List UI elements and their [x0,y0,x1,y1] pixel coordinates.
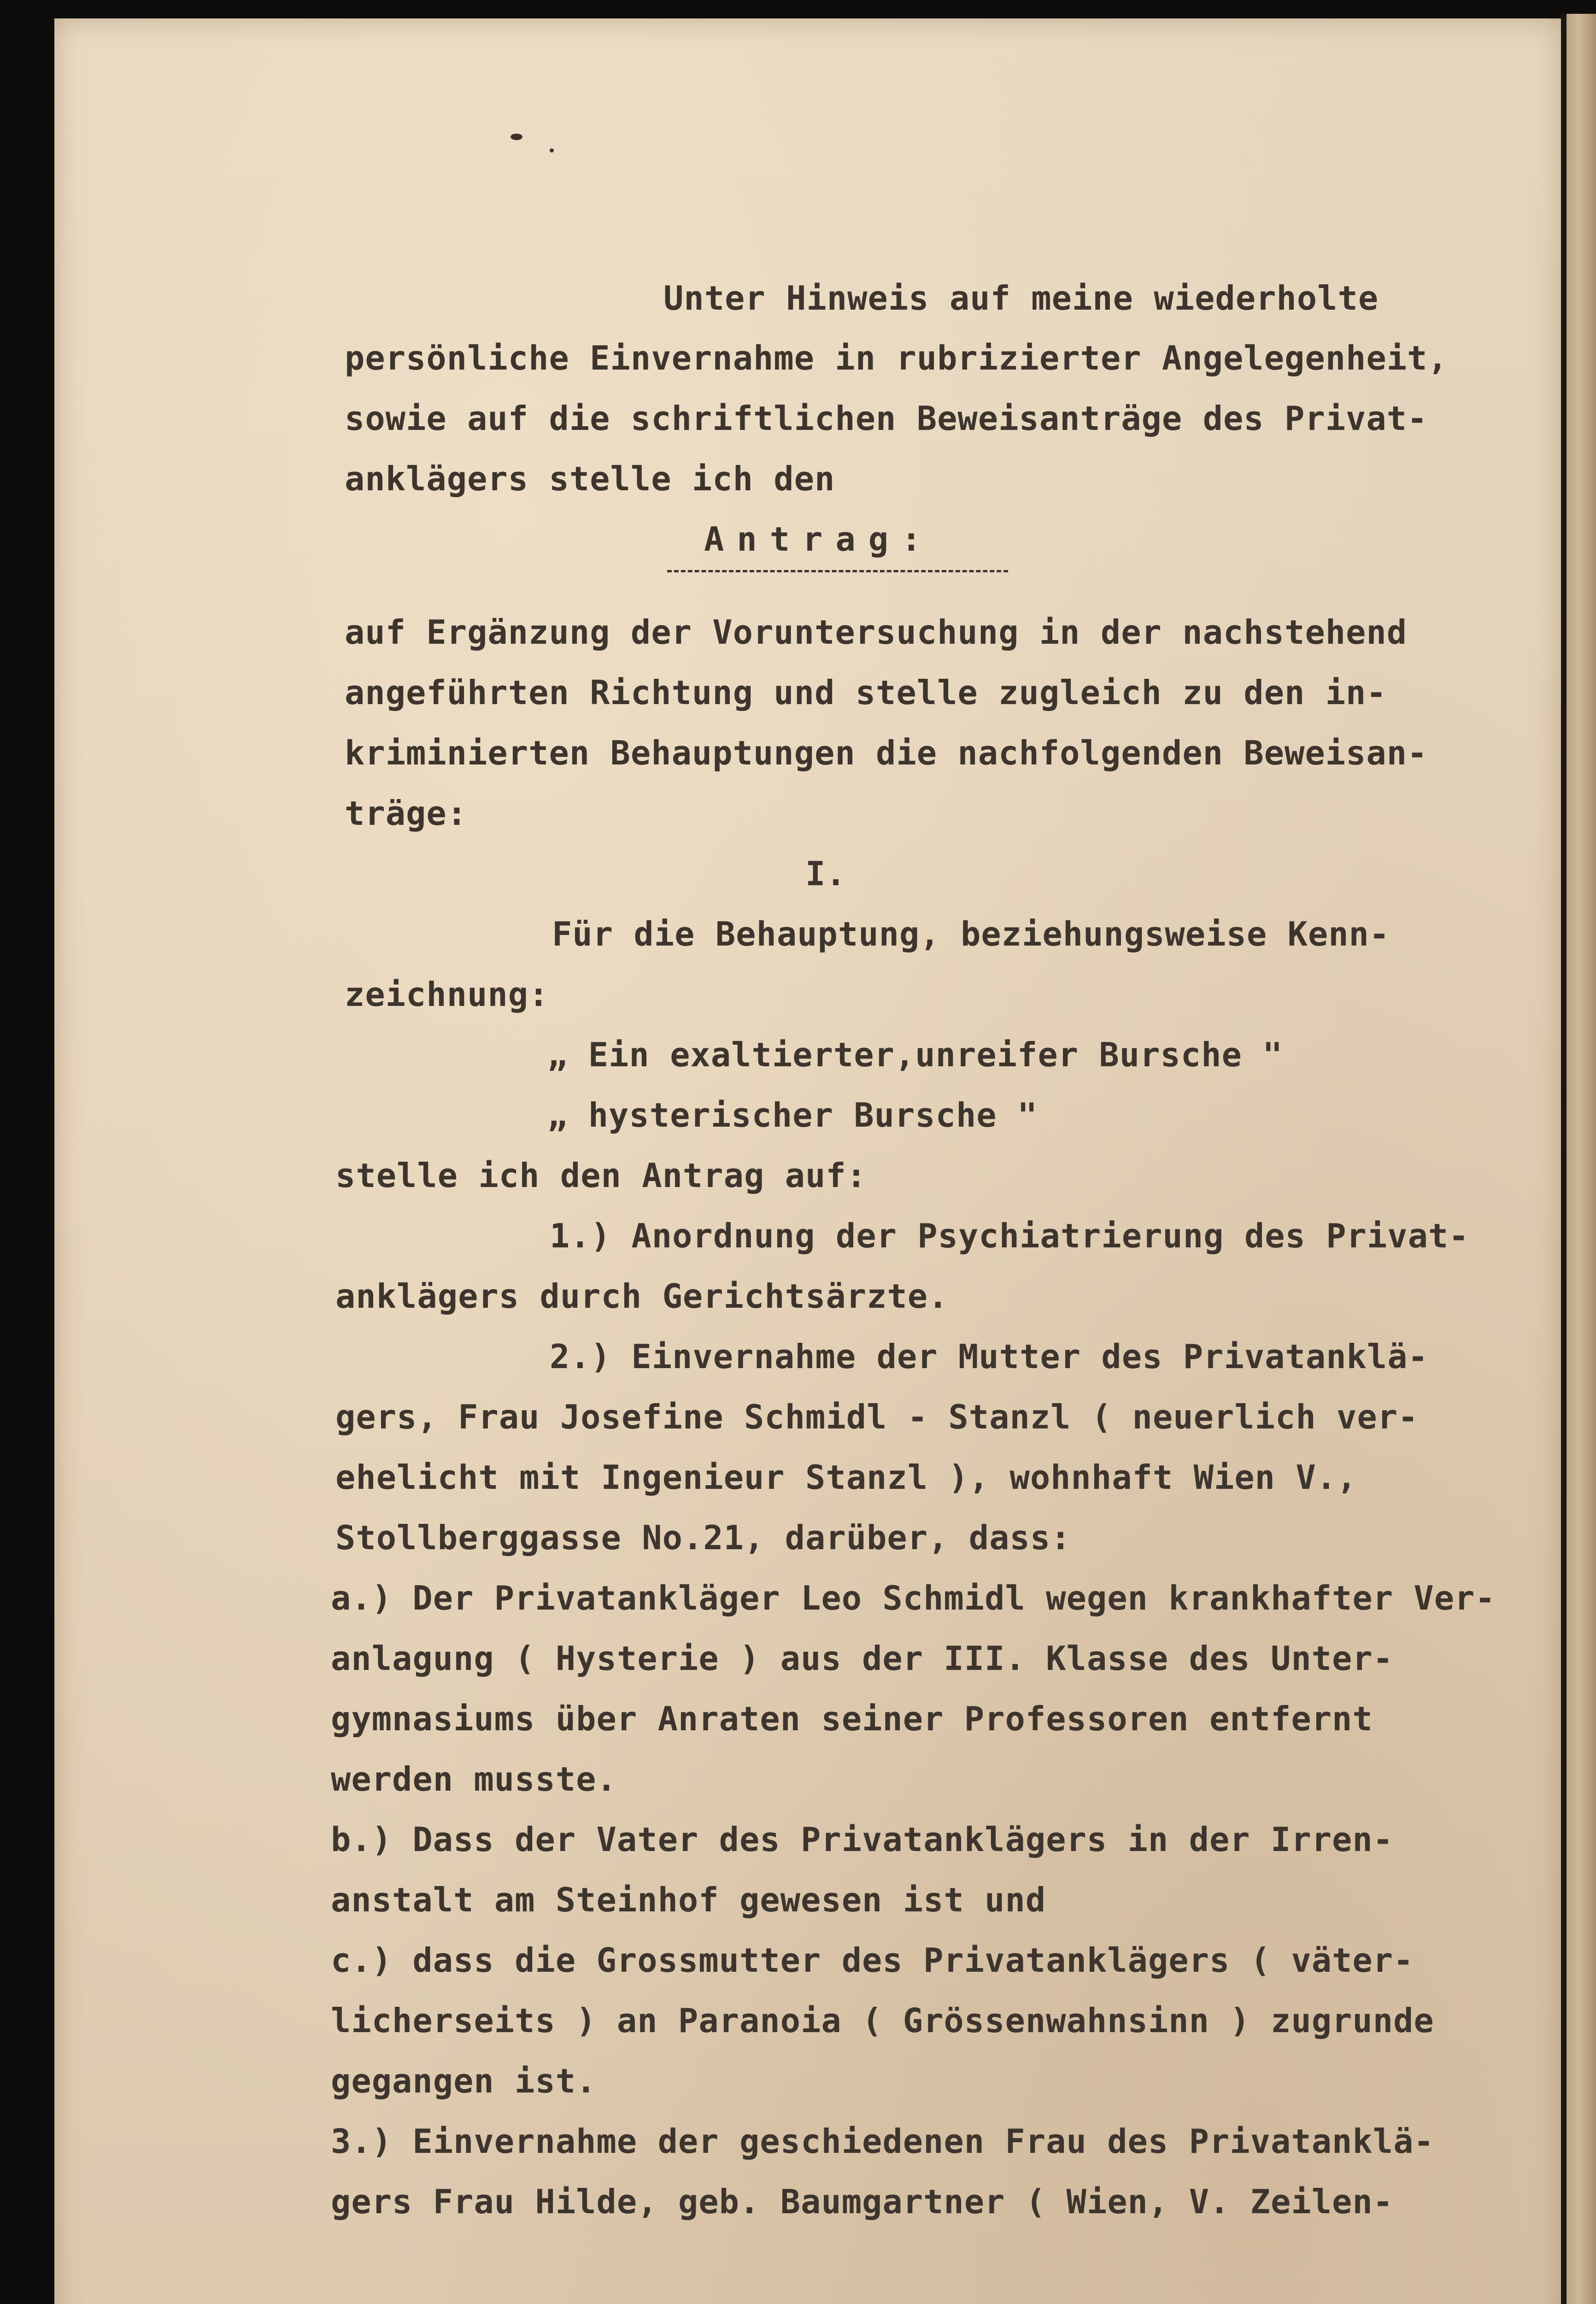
numbered-item: 1.) Anordnung der Psychiatrierung des Privat- [550,1217,1469,1255]
text-line: stelle ich den Antrag auf: [335,1156,867,1195]
text-line: anstalt am Steinhof gewesen ist und [331,1881,1046,1919]
text-line: gymnasiums über Anraten seiner Professoren entfernt [331,1699,1373,1738]
section-number: I. [805,854,846,893]
text-line: Stollberggasse No.21, darüber, dass: [335,1518,1071,1557]
next-page-edge [1567,14,1596,2304]
text-line: anklägers durch Gerichtsärzte. [335,1277,949,1316]
quoted-statement: „ hysterischer Bursche " [547,1096,1038,1134]
text-line: werden musste. [331,1760,617,1799]
numbered-item: 3.) Einvernahme der geschiedenen Frau des Privatanklä- [331,2122,1434,2161]
numbered-item: 2.) Einvernahme der Mutter des Privatanklä- [550,1337,1428,1376]
text-line: träge: [345,794,468,833]
text-line: gegangen ist. [331,2062,597,2100]
text-line: gers, Frau Josefine Schmidl - Stanzl ( neuerlich ver- [335,1398,1419,1436]
text-line: persönliche Einvernahme in rubrizierter Angelegenheit, [345,339,1448,377]
text-line: ehelicht mit Ingenieur Stanzl ), wohnhaft Wien V., [335,1458,1357,1497]
text-line: sowie auf die schriftlichen Beweisanträge des Privat- [345,399,1428,438]
text-line: Unter Hinweis auf meine wiederholte [663,279,1379,317]
text-line: auf Ergänzung der Voruntersuchung in der nachstehend [345,613,1408,652]
quoted-statement: „ Ein exaltierter,unreifer Bursche " [547,1035,1283,1074]
page-fold [1561,14,1567,2304]
document-page [54,18,1561,2304]
text-line: angeführten Richtung und stelle zugleich zu den in- [345,673,1387,712]
request-heading: Antrag: [704,520,934,558]
typed-text [54,18,1561,2304]
text-line: kriminierten Behauptungen die nachfolgenden Beweisan- [345,734,1428,772]
text-line: anklägers stelle ich den [345,459,835,498]
text-line: zeichnung: [345,975,549,1014]
lettered-item: c.) dass die Grossmutter des Privatanklägers ( väter- [331,1941,1414,1980]
text-line: anlagung ( Hysterie ) aus der III. Klasse des Unter- [331,1639,1394,1678]
lettered-item: a.) Der Privatankläger Leo Schmidl wegen krankhafter Ver- [331,1579,1496,1617]
lettered-item: b.) Dass der Vater des Privatanklägers in der Irren- [331,1820,1394,1859]
text-line: licherseits ) an Paranoia ( Grössenwahnsinn ) zugrunde [331,2001,1434,2040]
heading-underline [667,570,1008,572]
text-line: Für die Behauptung, beziehungsweise Kenn- [552,915,1390,953]
text-line: gers Frau Hilde, geb. Baumgartner ( Wien, V. Zeilen- [331,2182,1394,2221]
